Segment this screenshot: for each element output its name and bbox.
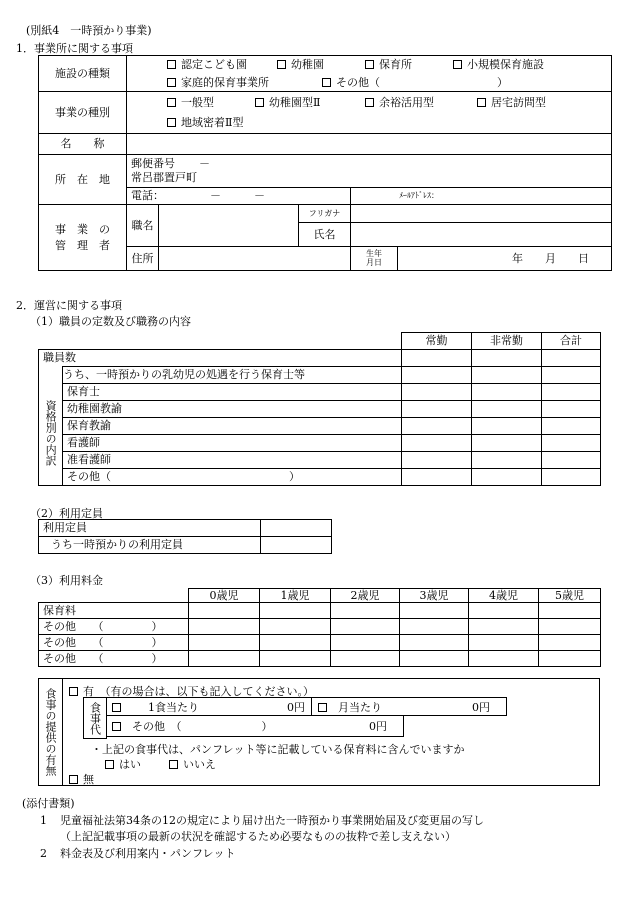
attachment-item: 2 料金表及び利用案内・パンフレット [40,847,236,860]
staff-total-label: 職員数 [39,350,402,367]
checkbox-icon[interactable] [277,60,286,69]
facility-table [38,55,612,271]
person-field[interactable] [351,223,612,247]
option-home-nursery[interactable]: 家庭的保育事業所 [167,74,322,91]
header-fulltime: 常勤 [402,333,472,350]
fee-header: 1歳児 [260,589,331,603]
fee-table [38,588,601,667]
header-total: 合計 [542,333,601,350]
option-general[interactable]: 一般型 [167,93,255,113]
header-parttime: 非常勤 [472,333,542,350]
capacity-table [38,519,332,554]
option-community[interactable]: 地域密着Ⅱ型 [167,116,243,129]
form-header: (別紙4 一時預かり事業) [26,24,152,37]
name-field[interactable] [127,134,612,155]
name-label: 名 称 [39,134,127,155]
attachment-note: （上記記載事項の最新の状況を確認するため必要なものの抜粋で差し支えない） [60,830,456,843]
job-field[interactable] [159,205,299,247]
meal-fee-label: 食事代 [83,697,107,739]
meal-other[interactable]: その他 （ ） 0円 [106,716,404,737]
manager-label: 事 業 の 管 理 者 [39,205,127,271]
option-home-visit[interactable]: 居宅訪問型 [477,96,546,109]
staff-row-label: 幼稚園教諭 [63,401,402,418]
option-kindergarten[interactable]: 幼稚園 [277,56,365,73]
staff-row-other[interactable]: その他（ ） [63,469,402,486]
staff-nursery-label: うち、一時預かりの乳幼児の処遇を行う保育士等 [63,367,402,384]
address-value: 常呂郡置戸町 [131,171,197,184]
staff-subtitle: （1）職員の定数及び職務の内容 [30,315,191,328]
staff-row-label: 保育教諭 [63,418,402,435]
capacity-subtitle: （2）利用定員 [30,507,103,520]
meal-label: 食事の提供の有無 [39,679,63,785]
checkbox-icon[interactable] [167,78,176,87]
person-label: 氏名 [299,223,351,247]
residence-field[interactable] [159,247,351,271]
checkbox-icon[interactable] [169,760,178,769]
option-nursery[interactable]: 保育所 [365,56,453,73]
checkbox-icon[interactable] [322,78,331,87]
fee-header: 0歳児 [189,589,260,603]
checkbox-icon[interactable] [167,98,176,107]
meal-box [38,678,600,786]
business-type-label: 事業の種別 [39,92,127,134]
address-label: 所 在 地 [39,155,127,205]
meal-question: ・上記の食事代は、パンフレット等に記載している保育料に含んでいますか [91,743,465,756]
residence-label: 住所 [127,247,159,271]
option-other[interactable]: その他（ [322,74,497,91]
checkbox-icon[interactable] [477,98,486,107]
checkbox-icon[interactable] [365,98,374,107]
option-surplus[interactable]: 余裕活用型 [365,93,477,113]
checkbox-icon[interactable] [105,760,114,769]
fee-header: 5歳児 [539,589,601,603]
staff-row-label: 看護師 [63,435,402,452]
facility-type-options: 認定こども園 幼稚園 保育所 小規模保育施設 家庭的保育事業所 その他（ ） [127,56,612,92]
fee-row-label: 保育料 [39,603,189,619]
phone-field[interactable]: 電話： － － [127,188,351,205]
fee-header: 2歳児 [331,589,400,603]
staff-row-label: 准看護師 [63,452,402,469]
capacity-temp-label: うち一時預かりの利用定員 [39,537,261,554]
meal-yes-option[interactable]: 有 （有の場合は、以下も記入してください。） [69,683,314,699]
attachment-item: 1 児童福祉法第34条の12の規定により届け出た一時預かり事業開始届及び変更届の写し [40,814,484,827]
checkbox-icon[interactable] [453,60,462,69]
meal-fee-group [83,697,503,737]
fee-header: 3歳児 [400,589,469,603]
checkbox-icon[interactable] [69,687,78,696]
furigana-label: フリガナ [299,205,351,223]
checkbox-icon[interactable] [112,703,121,712]
option-kodomoen[interactable]: 認定こども園 [167,56,277,73]
business-type-options [127,92,612,134]
section2-title: 2．運営に関する事項 [16,299,122,312]
capacity-label: 利用定員 [39,520,261,537]
meal-answer-yes[interactable]: はい [105,756,141,772]
fee-row-other[interactable]: その他 （ ） [39,619,189,635]
furigana-field[interactable] [351,205,612,223]
qualification-label: 資格別の内訳 [39,384,63,486]
checkbox-icon[interactable] [167,118,176,127]
fee-subtitle: （3）利用料金 [30,574,103,587]
meal-answer-no[interactable]: いいえ [169,756,216,772]
fee-row-other[interactable]: その他 （ ） [39,635,189,651]
attachments-title: (添付書類) [22,797,75,810]
staff-table [38,332,601,486]
checkbox-icon[interactable] [318,703,327,712]
checkbox-icon[interactable] [255,98,264,107]
fee-row-other[interactable]: その他 （ ） [39,651,189,667]
meal-per-month[interactable]: 月当たり 0円 [312,697,507,716]
job-label: 職名 [127,205,159,247]
staff-row-label: 保育士 [63,384,402,401]
checkbox-icon[interactable] [365,60,374,69]
fee-header: 4歳児 [469,589,539,603]
facility-type-label: 施設の種類 [39,56,127,92]
meal-no-option[interactable]: 無 [69,771,94,787]
checkbox-icon[interactable] [69,775,78,784]
birth-label: 生年 月日 [351,247,398,271]
email-field[interactable]: ﾒｰﾙｱﾄﾞﾚｽ： [351,188,612,205]
meal-per-meal[interactable]: 1食当たり 0円 [106,697,312,716]
option-kindergarten-2[interactable]: 幼稚園型Ⅱ [255,93,365,113]
checkbox-icon[interactable] [167,60,176,69]
address-field[interactable]: 郵便番号 － 常呂郡置戸町 [127,155,612,188]
section1-title: 1．事業所に関する事項 [16,42,133,55]
option-small-nursery[interactable]: 小規模保育施設 [453,58,544,71]
checkbox-icon[interactable] [112,722,121,731]
birth-field[interactable]: 年 月 日 [398,247,612,271]
